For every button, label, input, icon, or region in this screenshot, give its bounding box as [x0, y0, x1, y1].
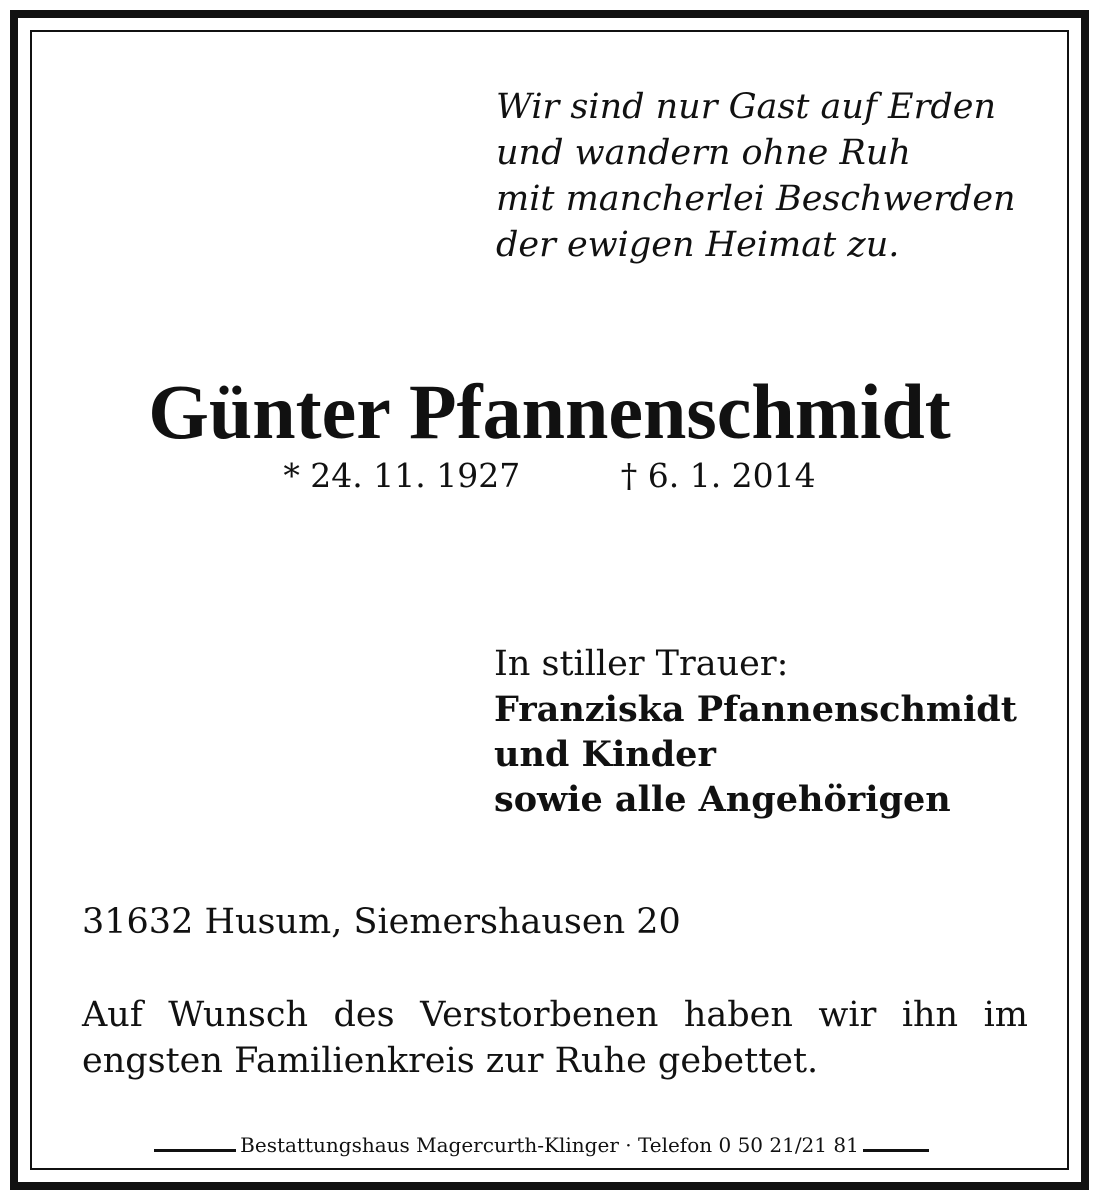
- deceased-name: Günter Pfannenschmidt: [148, 368, 951, 455]
- funeral-home-footer: [0, 1132, 1099, 1158]
- mourner-children: und Kinder: [494, 734, 716, 775]
- burial-note-line-2: engsten Familienkreis zur Ruhe gebettet.: [82, 1041, 819, 1081]
- mourners-block: [494, 642, 1017, 822]
- poem-line-3: mit mancherlei Beschwerden: [496, 179, 1016, 219]
- poem-line-1: Wir sind nur Gast auf Erden: [496, 87, 996, 127]
- mourner-relatives: sowie alle Angehörigen: [494, 779, 951, 820]
- life-dates: [18, 456, 1081, 496]
- obituary-notice: [10, 10, 1089, 1190]
- memorial-poem: [496, 84, 1016, 268]
- funeral-home-contact: Bestattungshaus Magercurth-Klinger · Telefon 0 50 21/21 81: [236, 1133, 863, 1157]
- mourner-name: Franziska Pfannenschmidt: [494, 689, 1017, 730]
- burial-note-line-1: Auf Wunsch des Verstorbenen haben wir ihn im: [82, 995, 1028, 1035]
- mourning-intro: In stiller Trauer:: [494, 644, 789, 684]
- poem-line-4: der ewigen Heimat zu.: [496, 225, 900, 265]
- family-address: 31632 Husum, Siemershausen 20: [82, 902, 681, 942]
- death-date: † 6. 1. 2014: [620, 456, 816, 495]
- burial-note: [82, 992, 1028, 1084]
- birth-date: * 24. 11. 1927: [283, 456, 521, 495]
- poem-line-2: und wandern ohne Ruh: [496, 133, 911, 173]
